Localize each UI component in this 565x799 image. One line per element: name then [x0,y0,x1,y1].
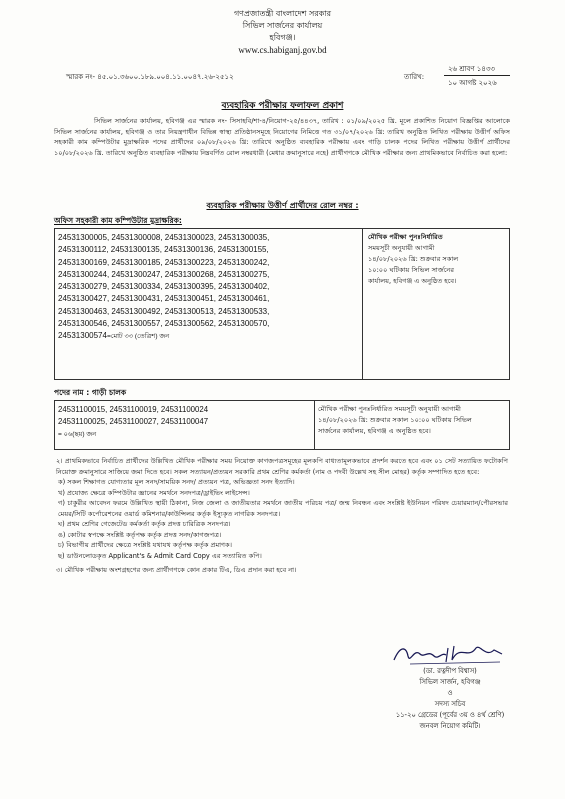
section2-divider [314,400,315,450]
date-label: তারিখ: [404,73,425,81]
note-item: ঘ) প্রথম শ্রেণির গেজেটেড কর্মকর্তা কর্তৃক প্রদত্ত চারিত্রিক সনদপত্র। [58,520,231,528]
section2-schedule [318,404,506,437]
section1-divider [362,228,363,380]
roll-line: 24531300279, 24531300334, 24531300395, 24531300402, [58,282,270,292]
committee-line-1: ১১-২০ গ্রেডের (পূর্বের ৩য় ও ৪র্থ শ্রেণি) [395,711,505,719]
schedule-line: কার্যালয়, হবিগঞ্জ এ অনুষ্ঠিত হবে। [368,277,457,285]
signatory-role: সদস্য সচিব [434,700,466,708]
section1-heading: অফিস সহকারী কাম কম্পিউটার মুদ্রাক্ষরিক: [54,216,182,225]
schedule-line: মৌখিক পরীক্ষা পুনঃনির্ধারিত সময়সূচী অনুযায়ী আগামী [318,405,461,413]
schedule-line: সার্জনের কার্যালয়, হবিগঞ্জ এ অনুষ্ঠিত হবে। [318,427,431,435]
note-item: ক) সকল শিক্ষাগত যোগ্যতার মূল সনদ/সাময়িক সনদ/ প্রত্যয়ন পত্র, অভিজ্ঞতা সনদ ইত্যাদি। [58,478,295,486]
signatory-and: ও [447,689,453,697]
roll-line: 24531300546, 24531300557, 24531300562, 24531300570, [58,319,270,329]
roll-line: 24531300005, 24531300008, 24531300023, 24531300035, [58,233,270,242]
roll-line: 24531300463, 24531300492, 24531300513, 24531300533, [58,306,270,316]
handwritten-signature [390,640,510,668]
section2-roll-list [58,404,208,441]
memo-reference: স্মারক নং- ৪৫.০১.৩৬০০.১৮৯.০০৪.১১.০০৪৭.২৬-২৫১২ [66,73,234,81]
last-roll: 24531300574 [58,331,107,341]
document-title: ব্যবহারিক পরীক্ষার ফলাফল প্রকাশ [221,101,344,111]
schedule-line: মৌখিক পরীক্ষা পুনঃনির্ধারিত [368,233,443,241]
intro-paragraph: সিভিল সার্জনের কার্যালয়, হবিগঞ্জ এর স্মারক নং- সিসাহবি/শা-৪/নিয়োগ-২৫/৪৪৩৭, তারিখ : ০১/০৯/২০২৫ খ্রি. মূলে প্রকাশিত নিয়োগ বিজ্ঞপ্তির আলোকে সিভিল সার্জনের কার্যালয়, হবিগঞ্জ ও তার নিয়ন্ত্রণাধীন বিভিন্ন স্বাস্থ্য প্রতিষ্ঠানসমূহে নিয়োগের নিমিত্তে গত ৩১/০৭/২০২৬ খ্রি: তারিখ অনুষ্ঠিত লিখিত পরীক্ষায় উত্তীর্ণ অফিস সহকারী কাম কম্পিউটার মুদ্রাক্ষরিক পদের প্রার্থীদের ০৯/০৮/২০২৬ খ্রি: তারিখে অনুষ্ঠিত ব্যবহারিক পরীক্ষায় এবং গাড়ি চালক পদের লিখিত পরীক্ষায় উত্তীর্ণ প্রার্থীদের ১০/০৮/২০২৬ খ্রি. তারিখে অনুষ্ঠিত ব্যবহারিক পরীক্ষায় নিম্নবর্ণিত রোল নম্বরধারী (মেধার ক্রমানুসারে নহে) প্রার্থীগণকে মৌখিক পরীক্ষার জন্য প্রাথমিকভাবে নির্বাচিত করা হলো: [54,117,510,157]
note-item: চ) বিভাগীয় প্রার্থীদের ক্ষেত্রে সংশ্লিষ্ট যথাযথ কর্তৃপক্ষ কর্তৃক প্রমাণক। [58,541,233,549]
committee-line-2: জনবল নিয়োগ কমিটি। [419,722,481,730]
roll-line: 24531300427, 24531300431, 24531300451, 24531300461, [58,294,270,304]
section1-schedule [368,232,506,287]
date-divider [444,75,510,76]
section1-total: =মোট ৩৩ (তেত্রিশ) জন [106,333,170,341]
notes-section [56,456,508,576]
section2-heading: পদের নাম : গাড়ী চালক [54,388,127,397]
schedule-line: ১৪/০৮/২০২৬ খ্রি: শুক্রবার সকাল [368,255,459,263]
roll-line: 24531300169, 24531300185, 24531300223, 24531300242, [58,257,270,267]
subtitle: ব্যবহারিক পরীক্ষায় উত্তীর্ণ প্রার্থীদের রোল নম্বর : [206,201,359,210]
govt-name: গণপ্রজাতন্ত্রী বাংলাদেশ সরকার [233,9,332,18]
schedule-line: সময়সূচী অনুযায়ী আগামী [368,244,435,252]
date-bangla: ২৬ শ্রাবণ ১৪৩৩ [448,65,495,73]
roll-line-last [58,330,269,343]
signatory-name: (ডা. রত্নদীপ বিশ্বাস) [423,667,477,675]
date-english: ১০ আগষ্ট ২০২৬ [448,79,497,87]
section1-roll-list [58,232,269,344]
office-location: হবিগঞ্জ। [269,33,296,42]
signatory-designation: সিভিল সার্জন, হবিগঞ্জ [419,678,481,686]
note-paragraph-2: ২। প্রাথমিকভাবে নির্বাচিত প্রার্থীদের উল্লিখিত মৌখিক পরীক্ষার সময় নিয়োক্ত কাগজপত্রসমূহের মূলকপি বাধ্যতামূলকভাবে প্রদর্শন করতে হবে এবং ০১ সেট সত্যায়িত ফটোকপি নিয়োক্ত ক্রমানুসারে সাজিয়ে জমা দিতে হবে। সকল সত্যায়ন/প্রত্যয়ন সরকারি প্রথম শ্রেণির কর্মকর্তা (নাম ও পদবী উল্লেখ সহ সীল মোহর) কর্তৃক সম্পাদিত হতে হবে: [56,457,508,476]
signatory-block [380,666,520,732]
roll-line: 24531100025, 24531100027, 24531100047 [58,417,209,427]
roll-line: 24531300244, 24531300247, 24531300268, 24531300275, [58,269,270,279]
note-item: খ) প্রযোজ্য ক্ষেত্রে কম্পিউটার জ্ঞানের সমর্থনে সনদপত্র/ড্রাইভিং লাইসেন্স। [58,488,250,497]
roll-line: 24531300112, 24531300135, 24531300136, 24531300155, [58,245,269,255]
schedule-line: ১০:০০ ঘটিকায় সিভিল সার্জনের [368,266,454,274]
note-item: ছ) ডাউনলোডকৃত Applicant's & Admit Card Copy এর সত্যায়িত কপি। [58,551,262,560]
schedule-line: ১৪/০৮/২০২৬ খ্রি: শুক্রবার সকাল ১০:০০ ঘটিকায় সিভিল [318,416,472,424]
office-name: সিভিল সার্জনের কার্যালয় [242,21,323,30]
website-link[interactable]: www.cs.habiganj.gov.bd [238,45,327,55]
section2-total: = ০৬(ছয়) জন [58,430,97,438]
roll-line: 24531100015, 24531100019, 24531100024 [58,405,209,414]
note-item: গ) চাকুরীর আবেদন ফরমে উল্লিখিত স্থায়ী ঠিকানা, নিজ জেলা ও জাতীয়তার সমর্থনে জাতীয় পরিচয় পত্র/ জন্ম নিবন্ধন এবং সংশ্লিষ্ট ইউনিয়ন পরিষদ চেয়ারম্যান/পৌরসভার মেয়র/সিটি কর্পোরেশনের ওয়ার্ড কমিশনার/কাউন্সিলর কর্তৃক ইস্যুকৃত নাগরিক সনদপত্র। [58,499,508,518]
note-paragraph-3: ৩। মৌখিক পরীক্ষায় অংশগ্রহণের জন্য প্রার্থীগণকে কোন প্রকার টিএ, ডিএ প্রদান করা হবে না। [56,566,297,574]
note-item: ঙ) কোটার স্বপক্ষে সংশ্লিষ্ট কর্তৃপক্ষ কর্তৃক প্রদত্ত সনদ/কাগজপত্র। [58,530,222,539]
